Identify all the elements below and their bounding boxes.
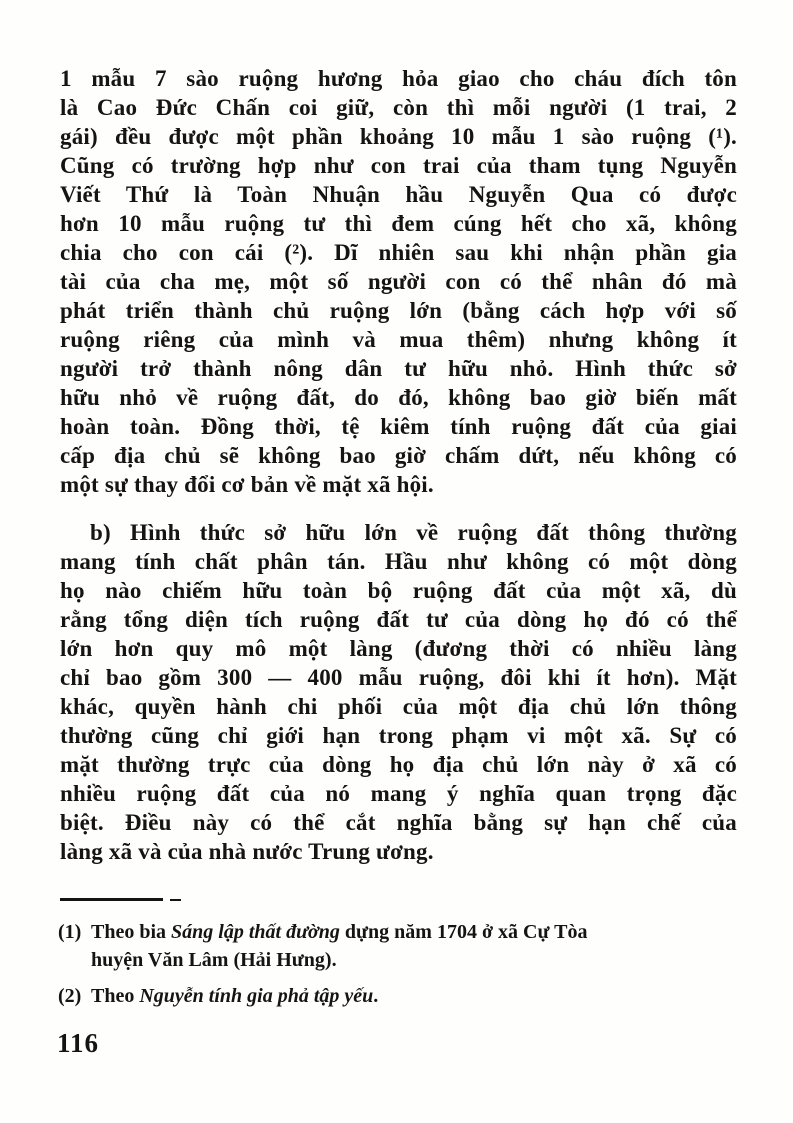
footnote-marker: (2) [58,985,82,1007]
text-line: là Cao Đức Chấn coi giữ, còn thì mỗi người (1 trai, 2 [60,95,737,120]
text-line: ruộng riêng của mình và mua thêm) nhưng không ít [60,327,737,352]
footnote-1 [58,918,740,974]
footnote-text: . [373,985,379,1007]
text-line: phát triển thành chủ ruộng lớn (bằng cách hợp với số [60,298,737,323]
footnote-text: Theo [91,985,140,1007]
separator-dash [170,899,181,901]
body-text [60,64,737,866]
text-line: hữu nhỏ về ruộng đất, do đó, không bao giờ biến mất [60,385,737,410]
text-line: tài của cha mẹ, một số người con có thể nhân đó mà [60,269,737,294]
text-line: Cũng có trường hợp như con trai của tham tụng Nguyễn [60,153,737,178]
text-line: chia cho con cái (²). Dĩ nhiên sau khi nhận phần gia [60,240,737,265]
text-line: b) Hình thức sở hữu lớn về ruộng đất thông thường [90,520,737,545]
text-line: khác, quyền hành chi phối của một địa chủ lớn thông [60,694,737,719]
paragraph-2 [60,518,737,866]
text-line: hoàn toàn. Đồng thời, tệ kiêm tính ruộng đất của giai [60,414,737,439]
footnote-text: Theo bia [91,921,172,943]
text-line: lớn hơn quy mô một làng (đương thời có nhiều làng [60,636,737,661]
footnote-text: dựng năm 1704 ở xã Cự Tòa [339,921,588,943]
footnote-separator [60,898,181,901]
text-line: biệt. Điều này có thể cắt nghĩa bằng sự hạn chế của [60,810,737,835]
text-line: hơn 10 mẫu ruộng tư thì đem cúng hết cho xã, không [60,211,737,236]
separator-line [60,898,163,901]
footnote-2 [58,982,740,1010]
footnote-line [58,918,740,946]
text-line: Viết Thứ là Toàn Nhuận hầu Nguyễn Qua có được [60,182,737,207]
text-line: thường cũng chỉ giới hạn trong phạm vi một xã. Sự có [60,723,737,748]
text-line: người trở thành nông dân tư hữu nhỏ. Hình thức sở [60,356,737,381]
footnote-book-title: Sáng lập thất đường [171,921,340,943]
footnotes [58,918,740,1010]
text-line: nhiều ruộng đất của nó mang ý nghĩa quan trọng đặc [60,781,737,806]
text-line: làng xã và của nhà nước Trung ương. [60,839,434,864]
text-line: một sự thay đổi cơ bản về mặt xã hội. [60,472,434,497]
text-line: mang tính chất phân tán. Hầu như không có một dòng [60,549,737,574]
footnote-marker: (1) [58,921,82,943]
text-line: gái) đều được một phần khoảng 10 mẫu 1 sào ruộng (¹). [60,124,737,149]
page-number: 116 [57,1028,100,1058]
text-line: chỉ bao gồm 300 — 400 mẫu ruộng, đôi khi ít hơn). Mặt [60,665,737,690]
text-line: họ nào chiếm hữu toàn bộ ruộng đất của một xã, dù [60,578,737,603]
text-line: cấp địa chủ sẽ không bao giờ chấm dứt, nếu không có [60,443,737,468]
footnote-line: huyện Văn Lâm (Hải Hưng). [91,949,337,971]
text-line: rằng tổng diện tích ruộng đất tư của dòng họ đó có thể [60,607,737,632]
paragraph-1 [60,64,737,499]
text-line: mặt thường trực của dòng họ địa chủ lớn này ở xã có [60,752,737,777]
text-line: 1 mẫu 7 sào ruộng hương hỏa giao cho cháu đích tôn [60,66,737,91]
footnote-book-title: Nguyễn tính gia phả tập yếu [139,985,374,1007]
